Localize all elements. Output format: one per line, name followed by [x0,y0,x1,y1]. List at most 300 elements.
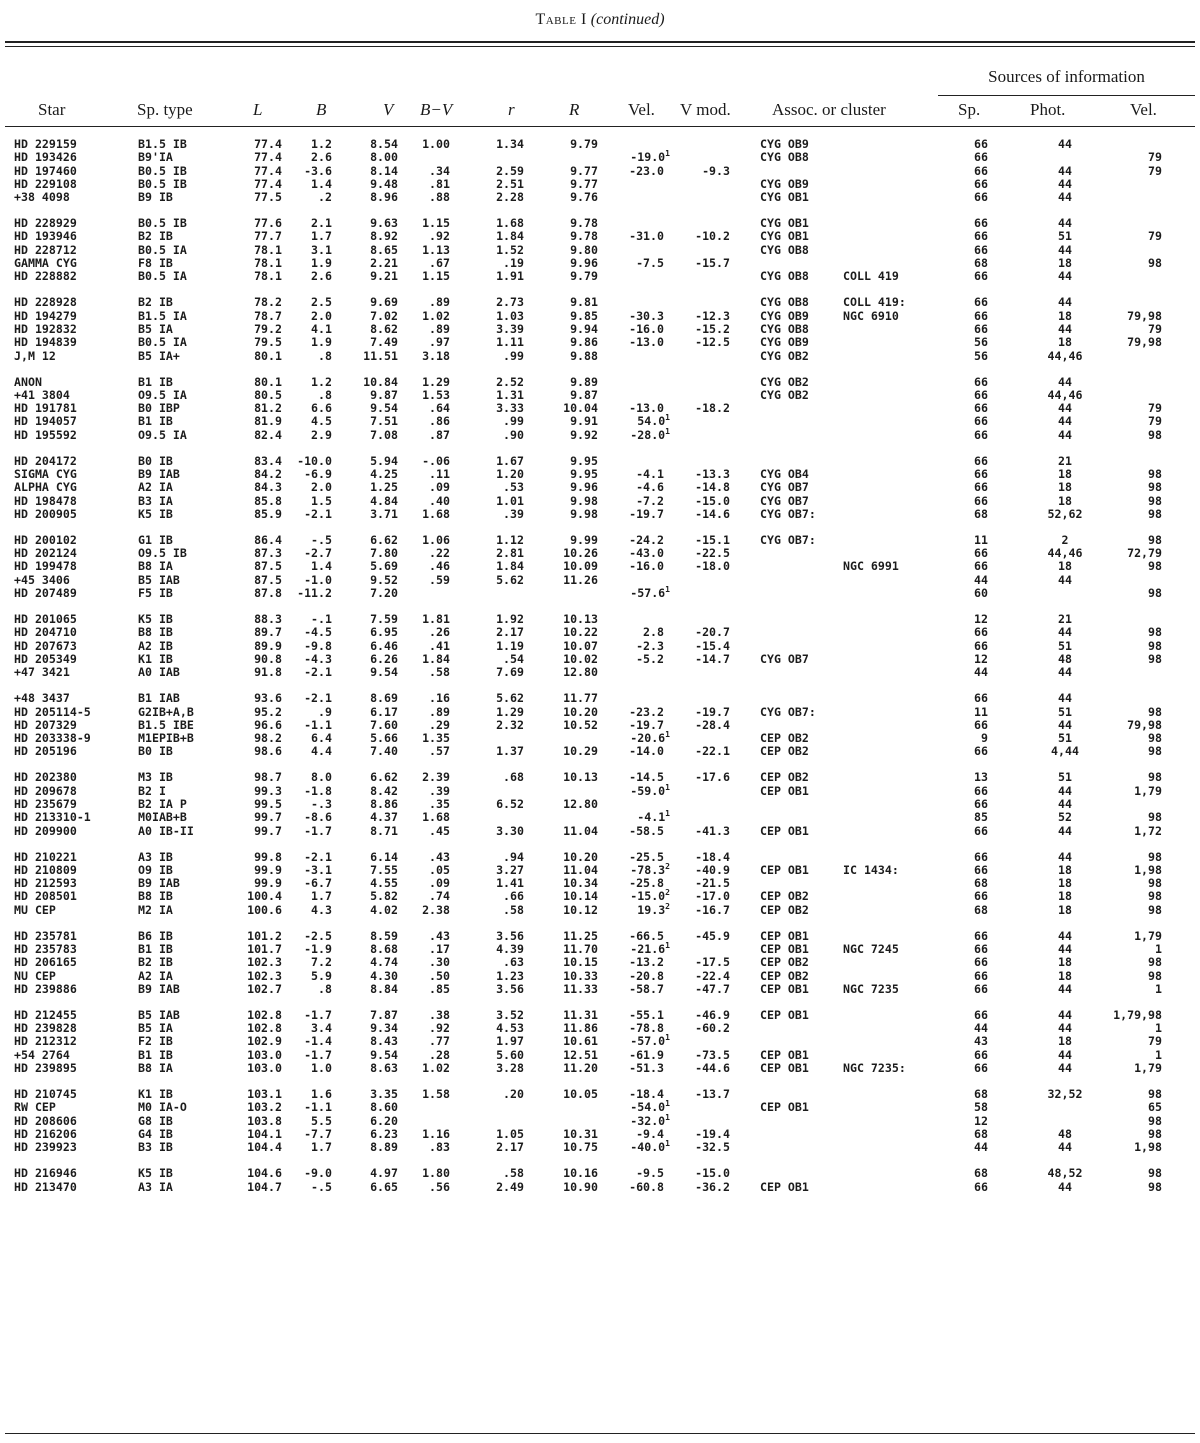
cell-L: 99.7 [254,810,282,825]
cell-BV: .92 [429,1021,450,1036]
cell-r: 1.84 [496,559,524,574]
table-row [0,178,1200,191]
cell-BV: .35 [429,796,450,811]
table-row [0,534,1200,547]
table-row [0,745,1200,758]
table-row [0,1167,1200,1180]
cell-r: 1.84 [496,229,524,244]
cell-svel: 79,98 [1127,335,1162,350]
cell-BV: .89 [429,321,450,336]
cell-V: 4.97 [370,1166,398,1181]
cell-ssp: 66 [974,493,988,508]
cell-vmod: -22.1 [695,744,730,759]
cell-L: 104.6 [247,1166,282,1181]
cell-L: 87.5 [254,572,282,587]
cell-V: 8.96 [370,190,398,205]
cell-assoc: CYG OB7: [760,506,816,521]
header-vel: Vel. [628,100,655,119]
cell-svel: 98 [1148,889,1162,904]
cell-assoc: CEP OB1 [760,981,809,996]
table-row [0,1035,1200,1048]
cell-r: 4.39 [496,942,524,957]
cell-r: 1.37 [496,744,524,759]
cell-V: 4.30 [370,968,398,983]
group-gap [0,1155,1200,1168]
cell-R: 10.34 [563,876,598,891]
table-row [0,376,1200,389]
cell-sphot: 18 [1058,493,1072,508]
cell-R: 11.86 [563,1021,598,1036]
cell-L: 100.4 [247,889,282,904]
table-row [0,956,1200,969]
cell-B: 6.4 [311,731,332,746]
cell-R: 10.20 [563,849,598,864]
group-gap [0,996,1200,1009]
cell-sp: O9.5 IA [138,387,187,402]
cell-L: 103.8 [247,1113,282,1128]
cell-L: 101.2 [247,928,282,943]
cell-star: HD 210745 [14,1087,77,1102]
cell-cluster: COLL 419 [843,269,899,284]
cell-L: 101.7 [247,942,282,957]
cell-sphot: 18 [1058,968,1072,983]
cell-V: 4.84 [370,493,398,508]
cell-r: 3.56 [496,928,524,943]
cell-vel: -20.6$^1$ [630,730,670,746]
table-row [0,481,1200,494]
cell-star: HD 202124 [14,546,77,561]
cell-ssp: 66 [974,942,988,957]
cell-BV: 1.68 [422,506,450,521]
cell-sphot: 21 [1058,612,1072,627]
cell-BV: .89 [429,295,450,310]
cell-L: 89.7 [254,625,282,640]
cell-V: 6.62 [370,532,398,547]
cell-B: 2.6 [311,269,332,284]
cell-sp: K5 IB [138,612,173,627]
cell-B: -11.2 [297,586,332,601]
cell-L: 96.6 [254,717,282,732]
table-row [0,706,1200,719]
cell-BV: -.06 [422,453,450,468]
cell-ssp: 44 [974,1140,988,1155]
cell-r: 1.52 [496,242,524,257]
table-row [0,508,1200,521]
cell-sp: B0.5 IB [138,216,187,231]
cell-vmod: -13.3 [695,466,730,481]
cell-star: HD 202380 [14,770,77,785]
cell-vel: -4.6 [636,480,664,495]
cell-ssp: 66 [974,691,988,706]
cell-assoc: CEP OB2 [760,902,809,917]
cell-BV: 1.53 [422,387,450,402]
cell-BV: .81 [429,176,450,191]
cell-R: 10.29 [563,744,598,759]
cell-V: 8.65 [370,242,398,257]
cell-assoc: CYG OB9 [760,176,809,191]
table-row [0,336,1200,349]
cell-B: 2.6 [311,150,332,165]
cell-sphot: 48 [1058,1126,1072,1141]
cell-svel: 98 [1148,770,1162,785]
cell-ssp: 66 [974,717,988,732]
table-row [0,1062,1200,1075]
cell-star: HD 207489 [14,586,77,601]
cell-BV: .22 [429,546,450,561]
table-row [0,323,1200,336]
cell-r: 2.51 [496,176,524,191]
cell-R: 9.81 [570,295,598,310]
header-assoc: Assoc. or cluster [772,100,886,119]
cell-assoc: CEP OB1 [760,823,809,838]
cell-sphot: 44,46 [1047,546,1083,561]
cell-BV: .11 [429,466,450,481]
cell-vel: -15.0$^2$ [630,888,670,904]
cell-sphot: 44,46 [1047,348,1083,363]
cell-assoc: CEP OB2 [760,744,809,759]
cell-R: 10.02 [563,651,598,666]
cell-vel: -19.7 [629,717,664,732]
cell-sphot: 44 [1058,176,1072,191]
cell-B: .9 [318,704,332,719]
cell-B: 5.9 [311,968,332,983]
cell-r: 1.67 [496,453,524,468]
cell-R: 9.99 [570,532,598,547]
cell-ssp: 66 [974,955,988,970]
cell-R: 10.09 [563,559,598,574]
cell-assoc: CYG OB7 [760,651,809,666]
cell-assoc: CEP OB1 [760,1179,809,1194]
top-rule [5,41,1195,43]
cell-assoc: CEP OB1 [760,1100,809,1115]
cell-assoc: CEP OB2 [760,889,809,904]
cell-r: 6.52 [496,796,524,811]
cell-sphot: 44 [1058,981,1072,996]
cell-sp: B1 IAB [138,691,180,706]
cell-star: HD 191781 [14,401,77,416]
cell-svel: 98 [1148,731,1162,746]
cell-B: -2.1 [304,849,332,864]
cell-sp: B2 IA P [138,796,187,811]
cell-r: .58 [503,902,524,917]
header-src-vel: Vel. [1130,100,1157,119]
cell-L: 81.9 [254,414,282,429]
cell-sp: B1.5 IB [138,137,187,151]
cell-vel: -40.0$^1$ [630,1139,670,1155]
cell-ssp: 44 [974,572,988,587]
cell-assoc: CEP OB1 [760,942,809,957]
cell-vel: -28.0$^1$ [630,426,670,442]
cell-R: 10.15 [563,955,598,970]
cell-ssp: 66 [974,796,988,811]
table-row [0,970,1200,983]
cell-R: 11.26 [563,572,598,587]
cell-star: HD 208501 [14,889,77,904]
cell-vmod: -15.4 [695,638,730,653]
cell-sp: B1 IB [138,374,173,389]
cell-ssp: 66 [974,163,988,178]
cell-V: 9.63 [370,216,398,231]
cell-ssp: 43 [974,1034,988,1049]
cell-L: 81.2 [254,401,282,416]
table-row [0,1088,1200,1101]
cell-vmod: -22.4 [695,968,730,983]
cell-ssp: 66 [974,137,988,151]
table-row [0,296,1200,309]
cell-vmod: -44.6 [695,1061,730,1076]
group-gap [0,680,1200,693]
cell-vmod: -22.5 [695,546,730,561]
cell-R: 9.78 [570,229,598,244]
cell-B: -3.6 [304,163,332,178]
cell-vel: -19.7 [629,506,664,521]
cell-sphot: 4,44 [1051,744,1079,759]
cell-B: 1.7 [311,1140,332,1155]
cell-BV: .38 [429,1007,450,1022]
cell-sphot: 44 [1058,137,1072,151]
cell-ssp: 66 [974,466,988,481]
cell-vel: -13.0 [629,401,664,416]
cell-sphot: 18 [1058,876,1072,891]
cell-vmod: -14.8 [695,480,730,495]
cell-vmod: -16.7 [695,902,730,917]
cell-svel: 79 [1148,414,1162,429]
cell-R: 9.95 [570,466,598,481]
group-gap [0,521,1200,534]
cell-sp: F5 IB [138,586,173,601]
cell-L: 85.9 [254,506,282,521]
cell-R: 10.16 [563,1166,598,1181]
cell-L: 78.1 [254,269,282,284]
cell-L: 77.5 [254,190,282,205]
cell-V: 9.54 [370,665,398,680]
cell-BV: .56 [429,1179,450,1194]
cell-sphot: 44 [1058,269,1072,284]
cell-V: 3.35 [370,1087,398,1102]
cell-sp: G2IB+A,B [138,704,194,719]
vel-note: 1 [665,149,670,159]
cell-R: 10.05 [563,1087,598,1102]
cell-star: HD 194057 [14,414,77,429]
cell-r: 3.52 [496,1007,524,1022]
cell-ssp: 66 [974,229,988,244]
cell-B: 1.0 [311,1061,332,1076]
cell-L: 103.0 [247,1047,282,1062]
cell-assoc: CYG OB2 [760,387,809,402]
cell-sphot: 44 [1058,242,1072,257]
cell-vmod: -14.7 [695,651,730,666]
cell-V: 7.49 [370,335,398,350]
cell-L: 77.4 [254,176,282,191]
vel-note: 1 [665,730,670,740]
cell-sphot: 18 [1058,466,1072,481]
cell-sp: A2 IA [138,968,173,983]
table-title [0,11,1200,29]
cell-V: 7.40 [370,744,398,759]
table-row [0,1101,1200,1114]
cell-L: 102.3 [247,968,282,983]
cell-V: 8.84 [370,981,398,996]
cell-L: 78.1 [254,256,282,271]
cell-assoc: CEP OB2 [760,731,809,746]
cell-V: 6.26 [370,651,398,666]
table-row [0,1128,1200,1141]
cell-BV: .26 [429,625,450,640]
cell-star: HD 216206 [14,1126,77,1141]
cell-V: 8.69 [370,691,398,706]
cell-V: 7.59 [370,612,398,627]
cell-sphot: 44 [1058,414,1072,429]
cell-L: 84.2 [254,466,282,481]
cell-assoc: CYG OB1 [760,216,809,231]
cell-R: 9.94 [570,321,598,336]
cell-star: HD 210221 [14,849,77,864]
cell-cluster: NGC 7245 [843,942,899,957]
cell-svel: 1,79 [1134,783,1162,798]
cell-B: -10.0 [297,453,332,468]
cell-ssp: 66 [974,625,988,640]
cell-R: 11.70 [563,942,598,957]
cell-L: 98.2 [254,731,282,746]
cell-svel: 98 [1148,1179,1162,1194]
cell-vel: -14.5 [629,770,664,785]
cell-B: -1.8 [304,783,332,798]
cell-B: 3.4 [311,1021,332,1036]
cell-V: 9.52 [370,572,398,587]
cell-r: .54 [503,651,524,666]
cell-svel: 79 [1148,229,1162,244]
cell-assoc: CEP OB1 [760,1007,809,1022]
cell-L: 77.7 [254,229,282,244]
cell-svel: 98 [1148,876,1162,891]
cell-r: .68 [503,770,524,785]
cell-sp: F2 IB [138,1034,173,1049]
table-row [0,851,1200,864]
table-row [0,640,1200,653]
cell-vel: -58.5 [629,823,664,838]
cell-r: 1.23 [496,968,524,983]
cell-V: 8.14 [370,163,398,178]
cell-B: -1.7 [304,823,332,838]
cell-ssp: 66 [974,849,988,864]
vel-note: 2 [665,901,670,911]
vel-note: 1 [665,1112,670,1122]
table-row [0,653,1200,666]
table-row [0,877,1200,890]
cell-vmod: -36.2 [695,1179,730,1194]
cell-sp: O9.5 IB [138,546,187,561]
cell-vmod: -15.7 [695,256,730,271]
cell-L: 98.6 [254,744,282,759]
cell-vmod: -12.5 [695,335,730,350]
cell-svel: 98 [1148,506,1162,521]
cell-sp: K1 IB [138,651,173,666]
cell-star: HD 203338-9 [14,731,91,746]
cell-R: 9.77 [570,176,598,191]
cell-R: 10.33 [563,968,598,983]
cell-star: HD 200102 [14,532,77,547]
cell-sphot: 52,62 [1047,506,1083,521]
cell-assoc: CYG OB7 [760,480,809,495]
cell-svel: 98 [1148,493,1162,508]
cell-vmod: -32.5 [695,1140,730,1155]
cell-B: -1.4 [304,1034,332,1049]
cell-R: 9.98 [570,506,598,521]
cell-L: 99.3 [254,783,282,798]
cell-star: HD 235781 [14,928,77,943]
cell-sphot: 44 [1058,928,1072,943]
cell-sp: B1 IB [138,1047,173,1062]
cell-sphot: 44 [1058,1140,1072,1155]
cell-svel: 1,79,98 [1113,1007,1162,1022]
cell-star: HD 206165 [14,955,77,970]
cell-sp: K5 IB [138,506,173,521]
sources-underline [938,95,1195,96]
cell-V: 6.46 [370,638,398,653]
table-row [0,732,1200,745]
cell-vmod: -17.5 [695,955,730,970]
cell-vel: -54.0$^1$ [630,1099,670,1115]
cell-ssp: 44 [974,665,988,680]
table-row [0,244,1200,257]
cell-BV: .41 [429,638,450,653]
cell-sphot: 51 [1058,704,1072,719]
cell-sp: B1.5 IA [138,308,187,323]
cell-r: .20 [503,1087,524,1102]
cell-svel: 98 [1148,744,1162,759]
cell-BV: .16 [429,691,450,706]
table-row [0,811,1200,824]
cell-B: 4.1 [311,321,332,336]
cell-R: 10.04 [563,401,598,416]
cell-BV: .83 [429,1140,450,1155]
cell-L: 78.2 [254,295,282,310]
cell-sp: B1 IB [138,414,173,429]
cell-BV: .39 [429,783,450,798]
vel-note: 1 [665,782,670,792]
cell-svel: 79 [1148,1034,1162,1049]
cell-r: .58 [503,1166,524,1181]
cell-vel: -31.0 [629,229,664,244]
cell-sp: B0 IBP [138,401,180,416]
table-row [0,719,1200,732]
bottom-rule [5,1433,1195,1434]
cell-r: 3.30 [496,823,524,838]
cell-star: HD 207673 [14,638,77,653]
cell-L: 102.8 [247,1021,282,1036]
cell-V: 2.21 [370,256,398,271]
cell-V: 7.80 [370,546,398,561]
cell-star: RW CEP [14,1100,56,1115]
cell-star: HD 194279 [14,308,77,323]
cell-L: 77.4 [254,163,282,178]
cell-V: 6.17 [370,704,398,719]
cell-sp: B5 IA [138,1021,173,1036]
cell-R: 10.07 [563,638,598,653]
cell-R: 10.22 [563,625,598,640]
cell-V: 7.08 [370,427,398,442]
cell-V: 8.62 [370,321,398,336]
vel-note: 1 [665,585,670,595]
table-row [0,415,1200,428]
cell-svel: 98 [1148,810,1162,825]
cell-vmod: -21.5 [695,876,730,891]
cell-sp: K1 IB [138,1087,173,1102]
cell-B: .8 [318,981,332,996]
cell-B: 1.5 [311,493,332,508]
cell-sp: B5 IA [138,321,173,336]
cell-sphot: 21 [1058,453,1072,468]
